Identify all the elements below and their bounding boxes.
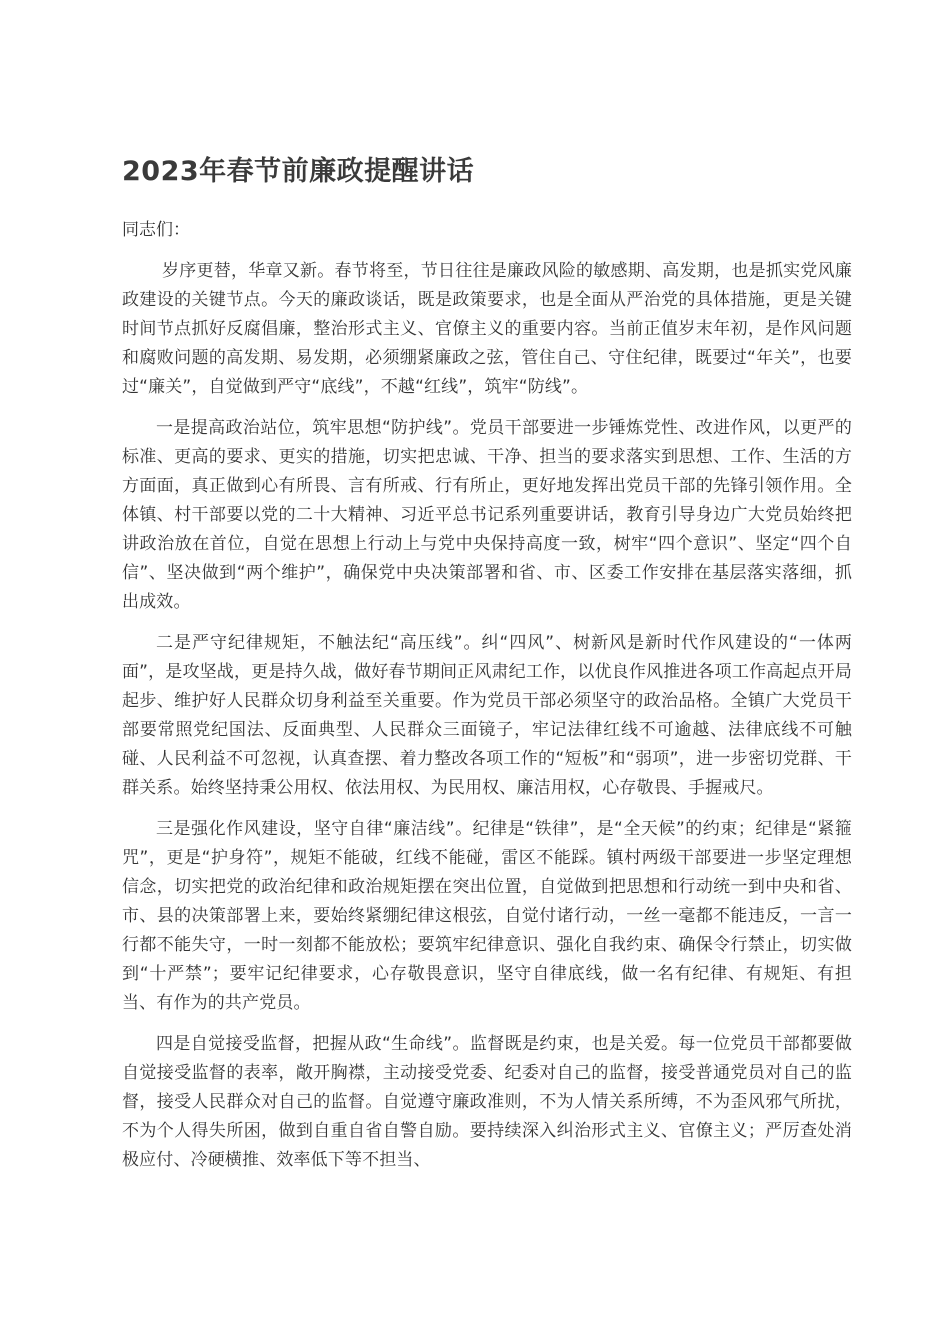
document-page (122, 150, 852, 1187)
document-title: 2023年春节前廉政提醒讲话 (122, 156, 475, 187)
paragraph-point-two: 二是严守纪律规矩，不触法纪“高压线”。纠“四风”、树新风是新时代作风建设的“一体两面”，是攻坚战，更是持久战，做好春节期间正风肃纪工作，以优良作风推进各项工作高起点开局起步、维护好人民群众切身利益至关重要。作为党员干部必须坚守的政治品格。全镇广大党员干部要常照党纪国法、反面典型、人民群众三面镜子，牢记法律红线不可逾越、法律底线不可触碰、人民利益不可忽视，认真查摆、着力整改各项工作的“短板”和“弱项”，进一步密切党群、干群关系。始终坚持秉公用权、依法用权、为民用权、廉洁用权，心存敬畏、手握戒尺。 (122, 633, 852, 798)
paragraph-point-three: 三是强化作风建设，坚守自律“廉洁线”。纪律是“铁律”，是“全天候”的约束；纪律是“紧箍咒”，更是“护身符”，规矩不能破，红线不能碰，雷区不能踩。镇村两级干部要进一步坚定理想信念，切实把党的政治纪律和政治规矩摆在突出位置，自觉做到把思想和行动统一到中央和省、市、县的决策部署上来，要始终紧绷纪律这根弦，自觉付诸行动，一丝一毫都不能违反，一言一行都不能失守，一时一刻都不能放松；要筑牢纪律意识、强化自我约束、确保令行禁止，切实做到“十严禁”；要牢记纪律要求，心存敬畏意识，坚守自律底线，做一名有纪律、有规矩、有担当、有作为的共产党员。 (122, 819, 852, 1013)
paragraph-point-four: 四是自觉接受监督，把握从政“生命线”。监督既是约束，也是关爱。每一位党员干部都要做自觉接受监督的表率，敞开胸襟，主动接受党委、纪委对自己的监督，接受普通党员对自己的监督，接受人民群众对自己的监督。自觉遵守廉政准则，不为人情关系所缚，不为歪风邪气所扰，不为个人得失所困，做到自重自省自警自励。要持续深入纠治形式主义、官僚主义；严厉查处消极应付、冷硬横推、效率低下等不担当、 (122, 1034, 852, 1170)
greeting: 同志们： (122, 220, 190, 240)
paragraph-point-one: 一是提高政治站位，筑牢思想“防护线”。党员干部要进一步锤炼党性、改进作风，以更严的标准、更高的要求、更实的措施，切实把忠诚、干净、担当的要求落实到思想、工作、生活的方方面面，真正做到心有所畏、言有所戒、行有所止，更好地发挥出党员干部的先锋引领作用。全体镇、村干部要以党的二十大精神、习近平总书记系列重要讲话，教育引导身边广大党员始终把讲政治放在首位，自觉在思想上行动上与党中央保持高度一致，树牢“四个意识”、坚定“四个自信”、坚决做到“两个维护”，确保党中央决策部署和省、市、区委工作安排在基层落实落细，抓出成效。 (122, 418, 852, 612)
paragraph-intro: 岁序更替，华章又新。春节将至，节日往往是廉政风险的敏感期、高发期，也是抓实党风廉政建设的关键节点。今天的廉政谈话，既是政策要求，也是全面从严治党的具体措施，更是关键时间节点抓好反腐倡廉，整治形式主义、官僚主义的重要内容。当前正值岁末年初，是作风问题和腐败问题的高发期、易发期，必须绷紧廉政之弦，管住自己、守住纪律，既要过“年关”，也要过“廉关”，自觉做到严守“底线”，不越“红线”，筑牢“防线”。 (122, 261, 852, 397)
